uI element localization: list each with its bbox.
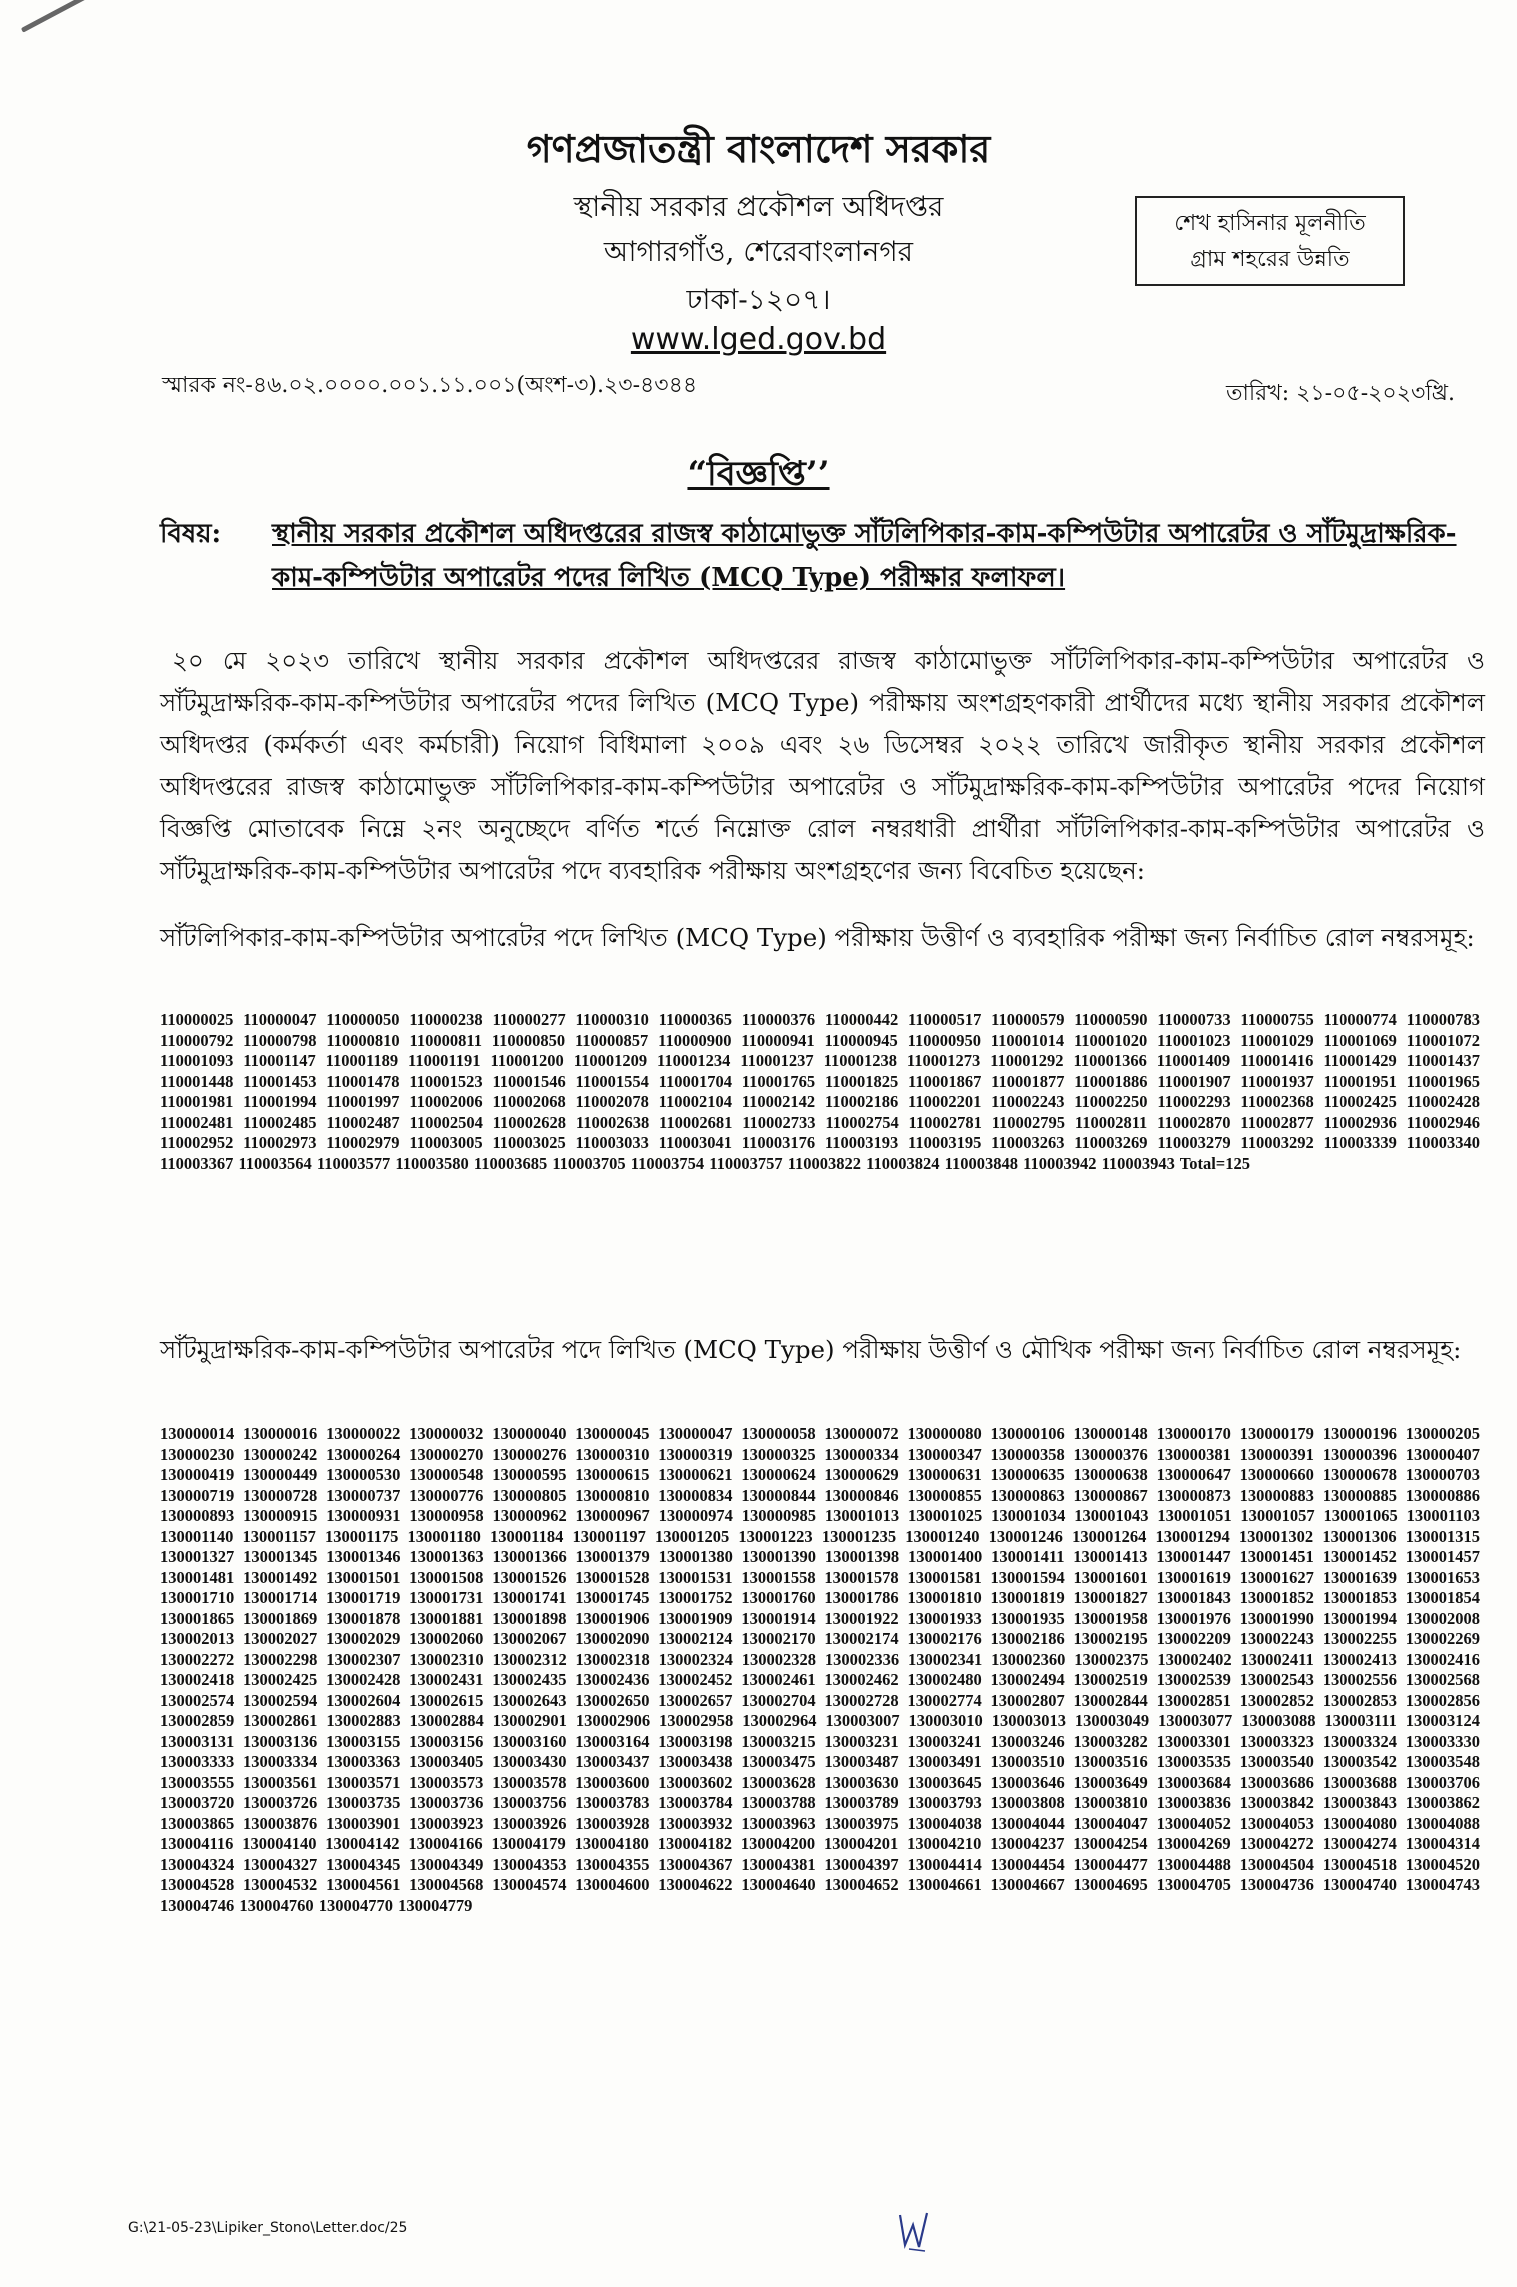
section2-heading: সাঁটমুদ্রাক্ষরিক-কাম-কম্পিউটার অপারেটর পদে লিখিত (MCQ Type) পরীক্ষায় উত্তীর্ণ ও মৌখিক পরীক্ষা জন্য নির্বাচিত রোল নম্বরসমূহ: bbox=[160, 1335, 1462, 1364]
subject-text: স্থানীয় সরকার প্রকৌশল অধিদপ্তরের রাজস্ব কাঠামোভুক্ত সাঁটলিপিকার-কাম-কম্পিউটার অপারেটর ও সাঁটমুদ্রাক্ষরিক-কাম-কম্পিউটার অপারেটর পদের লিখিত (MCQ Type) পরীক্ষার ফলাফল। bbox=[272, 519, 1457, 593]
notice-title-text: “বিজ্ঞপ্তি’’ bbox=[687, 454, 830, 494]
footer-file-path: G:\21-05-23\Lipiker_Stono\Letter.doc/25 bbox=[128, 2220, 408, 2236]
government-title: গণপ্রজাতন্ত্রী বাংলাদেশ সরকার bbox=[526, 126, 991, 171]
subject-label: বিষয়: bbox=[160, 519, 222, 549]
department-name: স্থানীয় সরকার প্রকৌশল অধিদপ্তর bbox=[573, 190, 944, 223]
section2-roll-list: 130000014 130000016 130000022 130000032 130000040 130000045 130000047 130000058 130000072 130000080 130000106 130000148 130000170 130000179 130000196 130000205 130000230 130000242 130000264 130000270 130000276 130000310 130000319 130000325 130000334 130000347 130000358 130000376 130000381 130000391 130000396 130000407 130000419 130000449 130000530 130000548 130000595 130000615 130000621 130000624 130000629 130000631 130000635 130000638 130000647 130000660 130000678 130000703 130000719 130000728 130000737 130000776 130000805 130000810 130000834 130000844 130000846 130000855 130000863 130000867 130000873 130000883 130000885 130000886 130000893 130000915 130000931 130000958 130000962 130000967 130000974 130000985 130001013 130001025 130001034 130001043 130001051 130001057 130001065 130001103 130001140 130001157 130001175 130001180 130001184 130001197 130001205 130001223 130001235 130001240 130001246 130001264 130001294 130001302 130001306 130001315 130001327 130001345 130001346 130001363 130001366 130001379 130001380 130001390 130001398 130001400 130001411 130001413 130001447 130001451 130001452 130001457 130001481 130001492 130001501 130001508 130001526 130001528 130001531 130001558 130001578 130001581 130001594 130001601 130001619 130001627 130001639 130001653 130001710 130001714 130001719 130001731 130001741 130001745 130001752 130001760 130001786 130001810 130001819 130001827 130001843 130001852 130001853 130001854 130001865 130001869 130001878 130001881 130001898 130001906 130001909 130001914 130001922 130001933 130001935 130001958 130001976 130001990 130001994 130002008 130002013 130002027 130002029 130002060 130002067 130002090 130002124 130002170 130002174 130002176 130002186 130002195 130002209 130002243 130002255 130002269 130002272 130002298 130002307 130002310 130002312 130002318 130002324 130002328 130002336 130002341 130002360 130002375 130002402 130002411 130002413 130002416 130002418 130002425 130002428 130002431 130002435 130002436 130002452 130002461 130002462 130002480 130002494 130002519 130002539 130002543 130002556 130002568 130002574 130002594 130002604 130002615 130002643 130002650 130002657 130002704 130002728 130002774 130002807 130002844 130002851 130002852 130002853 130002856 130002859 130002861 130002883 130002884 130002901 130002906 130002958 130002964 130003007 130003010 130003013 130003049 130003077 130003088 130003111 130003124 130003131 130003136 130003155 130003156 130003160 130003164 130003198 130003215 130003231 130003241 130003246 130003282 130003301 130003323 130003324 130003330 130003333 130003334 130003363 130003405 130003430 130003437 130003438 130003475 130003487 130003491 130003510 130003516 130003535 130003540 130003542 130003548 130003555 130003561 130003571 130003573 130003578 130003600 130003602 130003628 130003630 130003645 130003646 130003649 130003684 130003686 130003688 130003706 130003720 130003726 130003735 130003736 130003756 130003783 130003784 130003788 130003789 130003793 130003808 130003810 130003836 130003842 130003843 130003862 130003865 130003876 130003901 130003923 130003926 130003928 130003932 130003963 130003975 130004038 130004044 130004047 130004052 130004053 130004080 130004088 130004116 130004140 130004142 130004166 130004179 130004180 130004182 130004200 130004201 130004210 130004237 130004254 130004269 130004272 130004274 130004314 130004324 130004327 130004345 130004349 130004353 130004355 130004367 130004381 130004397 130004414 130004454 130004477 130004488 130004504 130004518 130004520 130004528 130004532 130004561 130004568 130004574 130004600 130004622 130004640 130004652 130004661 130004667 130004695 130004705 130004736 130004740 130004743 130004746 130004760 130004770 130004779 bbox=[160, 1424, 1480, 1915]
issue-date: তারিখ: ২১-০৫-২০২৩খ্রি. bbox=[1225, 381, 1455, 406]
website-link[interactable]: www.lged.gov.bd bbox=[630, 322, 887, 357]
section1-roll-list: 110000025 110000047 110000050 110000238 110000277 110000310 110000365 110000376 110000442 110000517 110000579 110000590 110000733 110000755 110000774 110000783 110000792 110000798 110000810 110000811 110000850 110000857 110000900 110000941 110000945 110000950 110001014 110001020 110001023 110001029 110001069 110001072 110001093 110001147 110001189 110001191 110001200 110001209 110001234 110001237 110001238 110001273 110001292 110001366 110001409 110001416 110001429 110001437 110001448 110001453 110001478 110001523 110001546 110001554 110001704 110001765 110001825 110001867 110001877 110001886 110001907 110001937 110001951 110001965 110001981 110001994 110001997 110002006 110002068 110002078 110002104 110002142 110002186 110002201 110002243 110002250 110002293 110002368 110002425 110002428 110002481 110002485 110002487 110002504 110002628 110002638 110002681 110002733 110002754 110002781 110002795 110002811 110002870 110002877 110002936 110002946 110002952 110002973 110002979 110003005 110003025 110003033 110003041 110003176 110003193 110003195 110003263 110003269 110003279 110003292 110003339 110003340 110003367 110003564 110003577 110003580 110003685 110003705 110003754 110003757 110003822 110003824 110003848 110003942 110003943 Total=125 bbox=[160, 1010, 1480, 1173]
subject-block bbox=[160, 512, 1490, 600]
motto-line-2: গ্রাম শহরের উন্নতি bbox=[1190, 247, 1350, 272]
motto-line-1: শেখ হাসিনার মূলনীতি bbox=[1174, 211, 1366, 236]
signature-mark bbox=[895, 2205, 935, 2255]
body-paragraph: ২০ মে ২০২৩ তারিখে স্থানীয় সরকার প্রকৌশল অধিদপ্তরের রাজস্ব কাঠামোভুক্ত সাঁটলিপিকার-কাম-কম্পিউটার অপারেটর ও সাঁটমুদ্রাক্ষরিক-কাম-কম্পিউটার অপারেটর পদের লিখিত (MCQ Type) পরীক্ষায় অংশগ্রহণকারী প্রার্থীদের মধ্যে স্থানীয় সরকার প্রকৌশল অধিদপ্তর (কর্মকর্তা এবং কর্মচারী) নিয়োগ বিধিমালা ২০০৯ এবং ২৬ ডিসেম্বর ২০২২ তারিখে জারীকৃত স্থানীয় সরকার প্রকৌশল অধিদপ্তরের রাজস্ব কাঠামোভুক্ত সাঁটলিপিকার-কাম-কম্পিউটার অপারেটর ও সাঁটমুদ্রাক্ষরিক-কাম-কম্পিউটার অপারেটর পদের নিয়োগ বিজ্ঞপ্তি মোতাবেক নিম্নে ২নং অনুচ্ছেদে বর্ণিত শর্তে নিম্নোক্ত রোল নম্বরধারী প্রার্থীরা সাঁটলিপিকার-কাম-কম্পিউটার অপারেটর ও সাঁটমুদ্রাক্ষরিক-কাম-কম্পিউটার অপারেটর পদে ব্যবহারিক পরীক্ষায় অংশগ্রহণের জন্য বিবেচিত হয়েছেন: bbox=[160, 646, 1485, 885]
motto-box bbox=[1135, 196, 1405, 286]
section1-heading: সাঁটলিপিকার-কাম-কম্পিউটার অপারেটর পদে লিখিত (MCQ Type) পরীক্ষায় উত্তীর্ণ ও ব্যবহারিক পরীক্ষা জন্য নির্বাচিত রোল নম্বরসমূহ: bbox=[160, 923, 1475, 952]
memo-number: স্মারক নং-৪৬.০২.০০০০.০০১.১১.০০১(অংশ-৩).২৩-৪৩৪৪ bbox=[162, 373, 698, 398]
notice-title bbox=[0, 448, 1517, 505]
pen-mark bbox=[21, 0, 112, 33]
city-line: ঢাকা-১২০৭। bbox=[686, 283, 831, 316]
address-line: আগারগাঁও, শেরেবাংলানগর bbox=[603, 235, 914, 268]
